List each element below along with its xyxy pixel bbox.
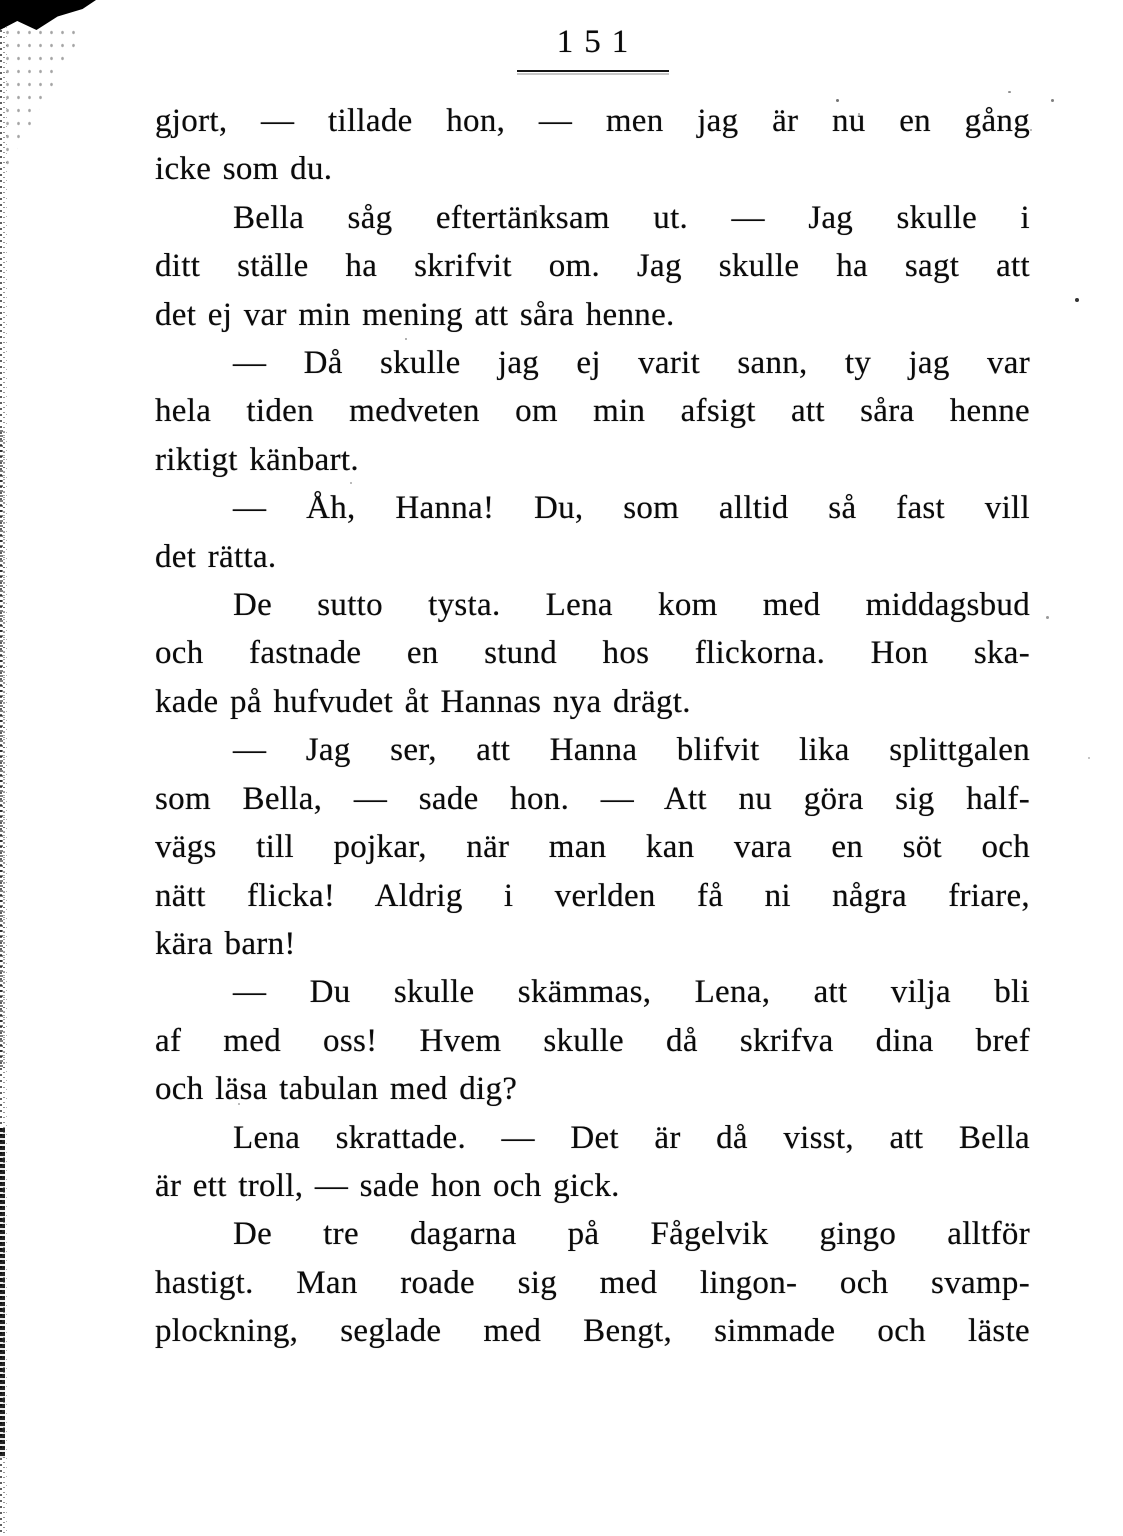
scan-speck: [1088, 757, 1090, 759]
scan-speck: [534, 210, 537, 213]
text-line: hela tiden medveten om min afsigt att såra henne: [155, 393, 1030, 430]
paragraph: [155, 968, 1030, 1113]
text-line: det rätta.: [155, 538, 277, 575]
text-line: ditt ställe ha skrifvit om. Jag skulle ha sagt att: [155, 248, 1030, 285]
text-line: som Bella, — sade hon. — Att nu göra sig half-: [155, 780, 1030, 817]
text-line: gjort, — tillade hon, — men jag är nu en gång: [155, 103, 1030, 139]
paragraph: [155, 194, 1030, 339]
text-line: nätt flicka! Aldrig i verlden få ni några friare,: [155, 877, 1030, 914]
scan-speck: [238, 1103, 240, 1105]
text-line: De sutto tysta. Lena kom med middagsbud: [233, 587, 1030, 624]
text-line: De tre dagarna på Fågelvik gingo alltför: [233, 1216, 1030, 1253]
scan-speck: [1046, 616, 1049, 619]
text-line: det ej var min mening att såra henne.: [155, 296, 675, 333]
text-line: är ett troll, — sade hon och gick.: [155, 1167, 620, 1204]
scan-speck: [405, 338, 407, 340]
text-block: [155, 97, 1030, 1356]
text-line: icke som du.: [155, 151, 333, 188]
text-line: — Du skulle skämmas, Lena, att vilja bli: [233, 974, 1030, 1011]
paragraph: [155, 1210, 1030, 1355]
text-line: Bella såg eftertänksam ut. — Jag skulle i: [233, 199, 1030, 236]
paragraph: [155, 1114, 1030, 1211]
scan-speck: [1075, 298, 1079, 302]
scan-speck: [350, 482, 352, 484]
scan-corner-blob: [0, 0, 96, 30]
text-line: och fastnade en stund hos flickorna. Hon ska-: [155, 635, 1030, 672]
paragraph: [155, 581, 1030, 726]
scan-edge-noise-dark: [0, 1128, 5, 1458]
scan-speck: [1030, 129, 1032, 131]
text-line: af med oss! Hvem skulle då skrifva dina bref: [155, 1022, 1030, 1059]
paragraph: [155, 726, 1030, 968]
paragraph: [155, 339, 1030, 484]
text-line: hastigt. Man roade sig med lingon- och svamp-: [155, 1264, 1030, 1301]
text-line: vägs till pojkar, när man kan vara en söt och: [155, 829, 1030, 866]
scan-speck: [1051, 99, 1054, 102]
text-line: och läsa tabulan med dig?: [155, 1071, 518, 1108]
page-number: 151: [556, 24, 640, 60]
text-line: — Jag ser, att Hanna blifvit lika splittgalen: [233, 732, 1030, 769]
paragraph: [155, 97, 1030, 194]
scan-edge-noise-mid: [0, 430, 6, 1070]
text-line: Lena skrattade. — Det är då visst, att Bella: [233, 1119, 1030, 1156]
text-line: plockning, seglade med Bengt, simmade och läste: [155, 1313, 1030, 1350]
text-line: kära barn!: [155, 925, 296, 962]
text-line: — Då skulle jag ej varit sann, ty jag var: [233, 345, 1030, 382]
scan-speck: [836, 99, 839, 102]
scan-corner-speckle: [2, 26, 86, 176]
page-header: [155, 24, 1030, 72]
paragraph: [155, 484, 1030, 581]
text-line: kade på hufvudet åt Hannas nya drägt.: [155, 683, 691, 720]
scan-speck: [912, 594, 914, 596]
text-line: riktigt känbart.: [155, 441, 359, 478]
scan-speck: [1008, 91, 1011, 93]
page-number-rule: [517, 70, 669, 72]
scan-speck: [858, 113, 860, 115]
text-line: — Åh, Hanna! Du, som alltid så fast vill: [233, 490, 1030, 527]
